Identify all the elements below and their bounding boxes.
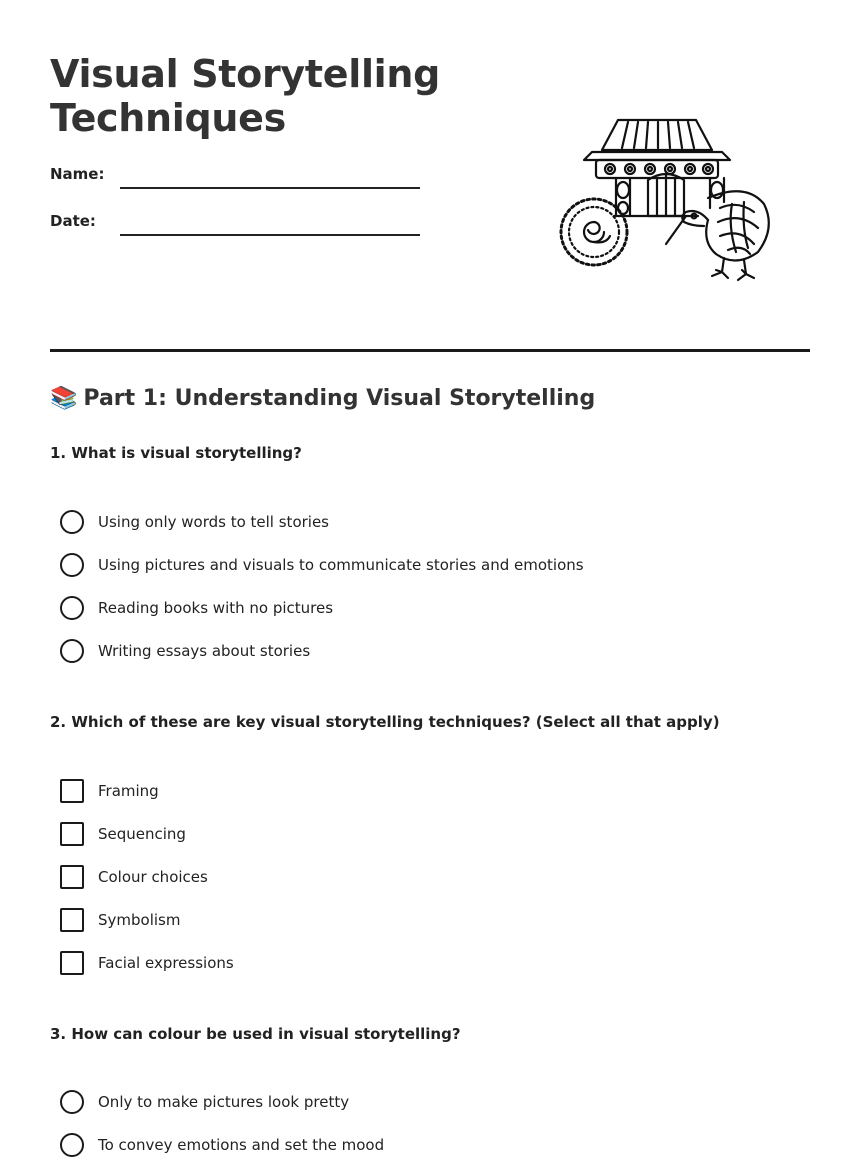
worksheet bbox=[50, 0, 810, 1161]
option-label: Framing bbox=[98, 782, 159, 800]
checkbox[interactable] bbox=[60, 908, 84, 932]
q1-option-1[interactable] bbox=[60, 509, 329, 535]
question-3: 3. How can colour be used in visual storytelling? bbox=[50, 1025, 461, 1043]
q1-option-4[interactable] bbox=[60, 638, 310, 664]
q2-option-3[interactable] bbox=[60, 864, 208, 890]
title-line-2: Techniques bbox=[50, 96, 286, 140]
q2-option-2[interactable] bbox=[60, 821, 186, 847]
checkbox[interactable] bbox=[60, 822, 84, 846]
radio-button[interactable] bbox=[60, 1090, 84, 1114]
page-title bbox=[50, 52, 440, 140]
option-label: Only to make pictures look pretty bbox=[98, 1093, 350, 1111]
section-divider bbox=[50, 349, 810, 352]
radio-button[interactable] bbox=[60, 596, 84, 620]
part-1-heading bbox=[50, 386, 595, 411]
option-label: Writing essays about stories bbox=[98, 642, 311, 660]
checkbox[interactable] bbox=[60, 865, 84, 889]
wharenui-kiwi-illustration bbox=[558, 112, 778, 282]
q2-option-5[interactable] bbox=[60, 950, 234, 976]
q3-option-1[interactable] bbox=[60, 1089, 349, 1115]
checkbox[interactable] bbox=[60, 779, 84, 803]
part-1-title: Part 1: Understanding Visual Storytelling bbox=[83, 386, 596, 411]
option-label: Sequencing bbox=[98, 825, 186, 843]
radio-button[interactable] bbox=[60, 639, 84, 663]
option-label: Facial expressions bbox=[98, 954, 234, 972]
q2-option-4[interactable] bbox=[60, 907, 180, 933]
option-label: Colour choices bbox=[98, 868, 208, 886]
option-label: Using only words to tell stories bbox=[98, 513, 329, 531]
radio-button[interactable] bbox=[60, 510, 84, 534]
books-icon: 📚 bbox=[50, 386, 78, 411]
q2-option-1[interactable] bbox=[60, 778, 159, 804]
date-field[interactable] bbox=[120, 234, 420, 236]
q1-option-3[interactable] bbox=[60, 595, 333, 621]
option-label: Reading books with no pictures bbox=[98, 599, 334, 617]
q1-option-2[interactable] bbox=[60, 552, 584, 578]
q3-option-2[interactable] bbox=[60, 1132, 384, 1158]
date-label: Date: bbox=[50, 212, 96, 230]
option-label: Using pictures and visuals to communicate stories and emotions bbox=[98, 556, 584, 574]
question-1: 1. What is visual storytelling? bbox=[50, 444, 302, 462]
name-field[interactable] bbox=[120, 187, 420, 189]
checkbox[interactable] bbox=[60, 951, 84, 975]
name-label: Name: bbox=[50, 165, 105, 183]
option-label: Symbolism bbox=[98, 911, 181, 929]
radio-button[interactable] bbox=[60, 553, 84, 577]
question-2: 2. Which of these are key visual storytelling techniques? (Select all that apply) bbox=[50, 713, 720, 731]
option-label: To convey emotions and set the mood bbox=[98, 1136, 385, 1154]
title-line-1: Visual Storytelling bbox=[50, 52, 441, 96]
radio-button[interactable] bbox=[60, 1133, 84, 1157]
